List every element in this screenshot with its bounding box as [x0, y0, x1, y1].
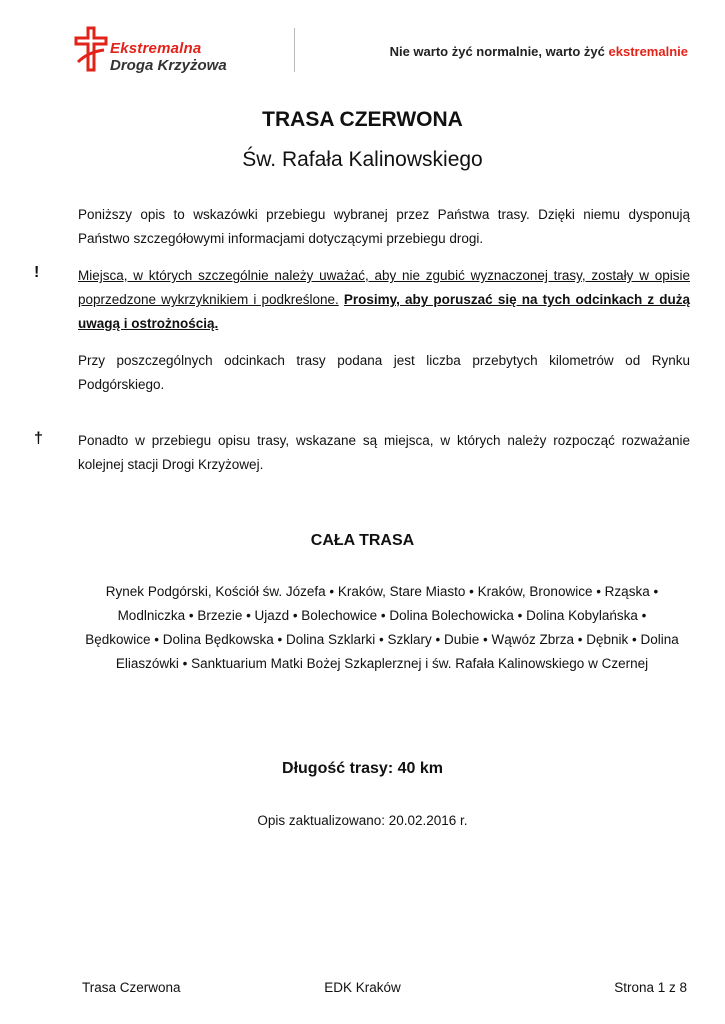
- warning-paragraph: [78, 264, 690, 336]
- exclamation-icon: !: [34, 264, 40, 281]
- tagline-accent: ekstremalnie: [608, 44, 688, 59]
- stations-paragraph: Ponadto w przebiegu opisu trasy, wskazane są miejsca, w których należy rozpocząć rozważanie kolejnej stacji Drogi Krzyżowej.: [78, 433, 690, 472]
- warning-bold-text: Prosimy, aby poruszać się na tych odcinkach z dużą uwagą i ostrożnością.: [78, 292, 690, 331]
- cross-logo-icon: [74, 26, 110, 72]
- kilometers-paragraph: Przy poszczególnych odcinkach trasy podana jest liczba przebytych kilometrów od Rynku Podgórskiego.: [78, 353, 690, 392]
- page-subtitle: Św. Rafała Kalinowskiego: [242, 148, 483, 171]
- route-length: Długość trasy: 40 km: [282, 760, 443, 777]
- footer-organizer: EDK Kraków: [324, 980, 401, 995]
- warning-underlined-text: Miejsca, w których szczególnie należy uważać, aby nie zgubić wyznaczonej trasy, zostały w opisie poprzedzone wykrzyknikiem i podkreślone.: [78, 268, 690, 307]
- tagline-main: Nie warto żyć normalnie, warto żyć: [389, 44, 609, 59]
- logo-text-droga: Droga Krzyżowa: [110, 57, 227, 74]
- cross-icon: †: [34, 430, 43, 447]
- update-date: Opis zaktualizowano: 20.02.2016 r.: [257, 813, 468, 828]
- route-section-title: CAŁA TRASA: [310, 532, 415, 549]
- footer-page-number: Strona 1 z 8: [614, 980, 687, 995]
- footer-route-name: Trasa Czerwona: [82, 980, 181, 995]
- route-description: Rynek Podgórski, Kościół św. Józefa • Kraków, Stare Miasto • Kraków, Bronowice • Rząska • Modlniczka • Brzezie • Ujazd • Bolechowice • Dolina Bolechowicka • Dolina Kobylańska • Będkowice • Dolina Będkowska • Dolina Szklarki • Szklary • Dubie • Wąwóz Zbrza • Dębnik • Dolina Eliaszówki • Sanktuarium Matki Bożej Szkaplerznej i św. Rafała Kalinowskiego w Czernej: [85, 584, 679, 671]
- header-tagline: [390, 44, 688, 59]
- logo-text-ekstremalna: Ekstremalna: [110, 40, 202, 57]
- page-header: [0, 0, 725, 80]
- edk-logo: [74, 26, 244, 72]
- header-divider: [294, 28, 295, 72]
- intro-paragraph: Poniższy opis to wskazówki przebiegu wybranej przez Państwa trasy. Dzięki niemu dysponują Państwo szczegółowymi informacjami dotyczącymi przebiegu drogi.: [78, 207, 690, 246]
- page-title: TRASA CZERWONA: [262, 108, 463, 131]
